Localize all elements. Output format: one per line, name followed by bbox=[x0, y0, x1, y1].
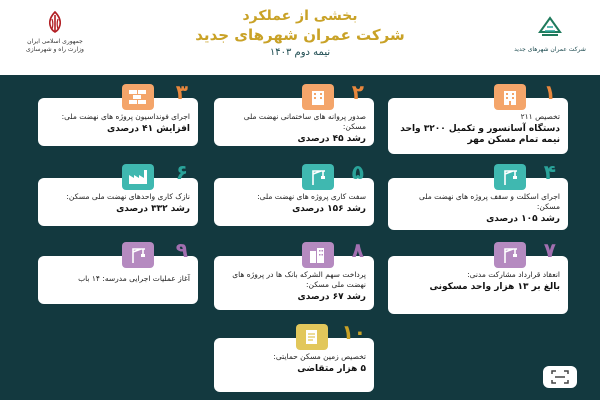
card-value: رشد ۳۳۲ درصدی bbox=[116, 204, 190, 214]
card-6 bbox=[38, 160, 198, 226]
building-icon bbox=[309, 88, 327, 106]
card-value: رشد ۶۷ درصدی bbox=[297, 292, 366, 302]
crane-icon bbox=[501, 246, 519, 264]
iran-emblem-icon bbox=[44, 10, 66, 34]
card-2 bbox=[214, 80, 374, 146]
card-9 bbox=[38, 238, 198, 304]
scan-button[interactable] bbox=[543, 366, 577, 388]
card-value: رشد ۴۵ درصدی bbox=[297, 134, 366, 144]
card-value: رشد ۱۵۶ درصدی bbox=[292, 204, 366, 214]
title-line1: بخشی از عملکرد bbox=[242, 8, 358, 24]
card-4 bbox=[388, 160, 568, 230]
card-10 bbox=[214, 320, 374, 392]
card-3 bbox=[38, 80, 198, 146]
card-label: نازک کاری واحدهای نهضت ملی مسکن: bbox=[66, 192, 190, 201]
card-number: ۸ bbox=[351, 238, 364, 262]
crane-icon bbox=[129, 246, 147, 264]
card-number: ۹ bbox=[175, 238, 188, 262]
title-line3: نیمه دوم ۱۴۰۳ bbox=[269, 47, 331, 58]
crane-icon bbox=[501, 168, 519, 186]
company-emblem-icon bbox=[536, 12, 564, 40]
card-label: آغاز عملیات اجرایی مدرسه: ۱۴ باب bbox=[78, 274, 190, 283]
brick-wall-icon bbox=[128, 89, 148, 105]
card-number: ۵ bbox=[351, 160, 364, 184]
card-label: انعقاد قرارداد مشارکت مدنی: bbox=[467, 270, 560, 279]
factory-icon bbox=[128, 169, 148, 185]
card-number: ۱ bbox=[543, 80, 556, 104]
card-label: پرداخت سهم الشرکه بانک ها در پروژه های نهضت ملی مسکن: bbox=[232, 270, 366, 289]
building-icon bbox=[501, 88, 519, 106]
company-logo-text: شرکت عمران شهرهای جدید bbox=[514, 46, 586, 53]
ministry-logo-text1: جمهوری اسلامی ایران bbox=[27, 38, 83, 45]
card-number: ۶ bbox=[175, 160, 188, 184]
card-number: ۴ bbox=[543, 160, 556, 184]
card-8 bbox=[214, 238, 374, 310]
card-value: ۵ هزار متقاضی bbox=[297, 364, 366, 374]
land-document-icon bbox=[303, 328, 321, 346]
scan-icon bbox=[550, 369, 570, 385]
crane-icon bbox=[309, 168, 327, 186]
card-5 bbox=[214, 160, 374, 226]
card-number: ۳ bbox=[175, 80, 188, 104]
card-label: سفت کاری پروژه های نهضت ملی: bbox=[257, 192, 366, 201]
card-number: ۷ bbox=[543, 238, 556, 262]
card-1 bbox=[388, 80, 568, 154]
ministry-logo bbox=[10, 10, 100, 65]
card-number: ۲ bbox=[351, 80, 364, 104]
title-line2: شرکت عمران شهرهای جدید bbox=[195, 26, 405, 44]
card-label: اجرای فونداسیون پروژه های نهضت ملی: bbox=[61, 112, 190, 121]
card-value: رشد ۱۰۵ درصدی bbox=[486, 214, 560, 224]
card-value: افزایش ۴۱ درصدی bbox=[107, 124, 190, 134]
card-value: بالغ بر ۱۳ هزار واحد مسکونی bbox=[429, 282, 560, 292]
header bbox=[0, 0, 600, 75]
card-7 bbox=[388, 238, 568, 314]
ministry-logo-text2: وزارت راه و شهرسازی bbox=[26, 46, 84, 53]
card-label: تخصیص زمین مسکن حمایتی: bbox=[273, 352, 366, 361]
page-title bbox=[150, 8, 450, 58]
card-label: صدور پروانه های ساختمانی نهضت ملی مسکن: bbox=[243, 112, 366, 131]
card-label: تخصیص ۲۱۱ bbox=[520, 112, 560, 121]
card-label: اجرای اسکلت و سقف پروژه های نهضت ملی مسکن: bbox=[419, 192, 560, 211]
card-value: دستگاه آسانسور و تکمیل ۳۲۰۰ واحد نیمه تمام مسکن مهر bbox=[400, 124, 560, 145]
card-number: ۱۰ bbox=[341, 320, 366, 344]
company-logo bbox=[510, 12, 590, 67]
buildings-icon bbox=[308, 246, 328, 264]
